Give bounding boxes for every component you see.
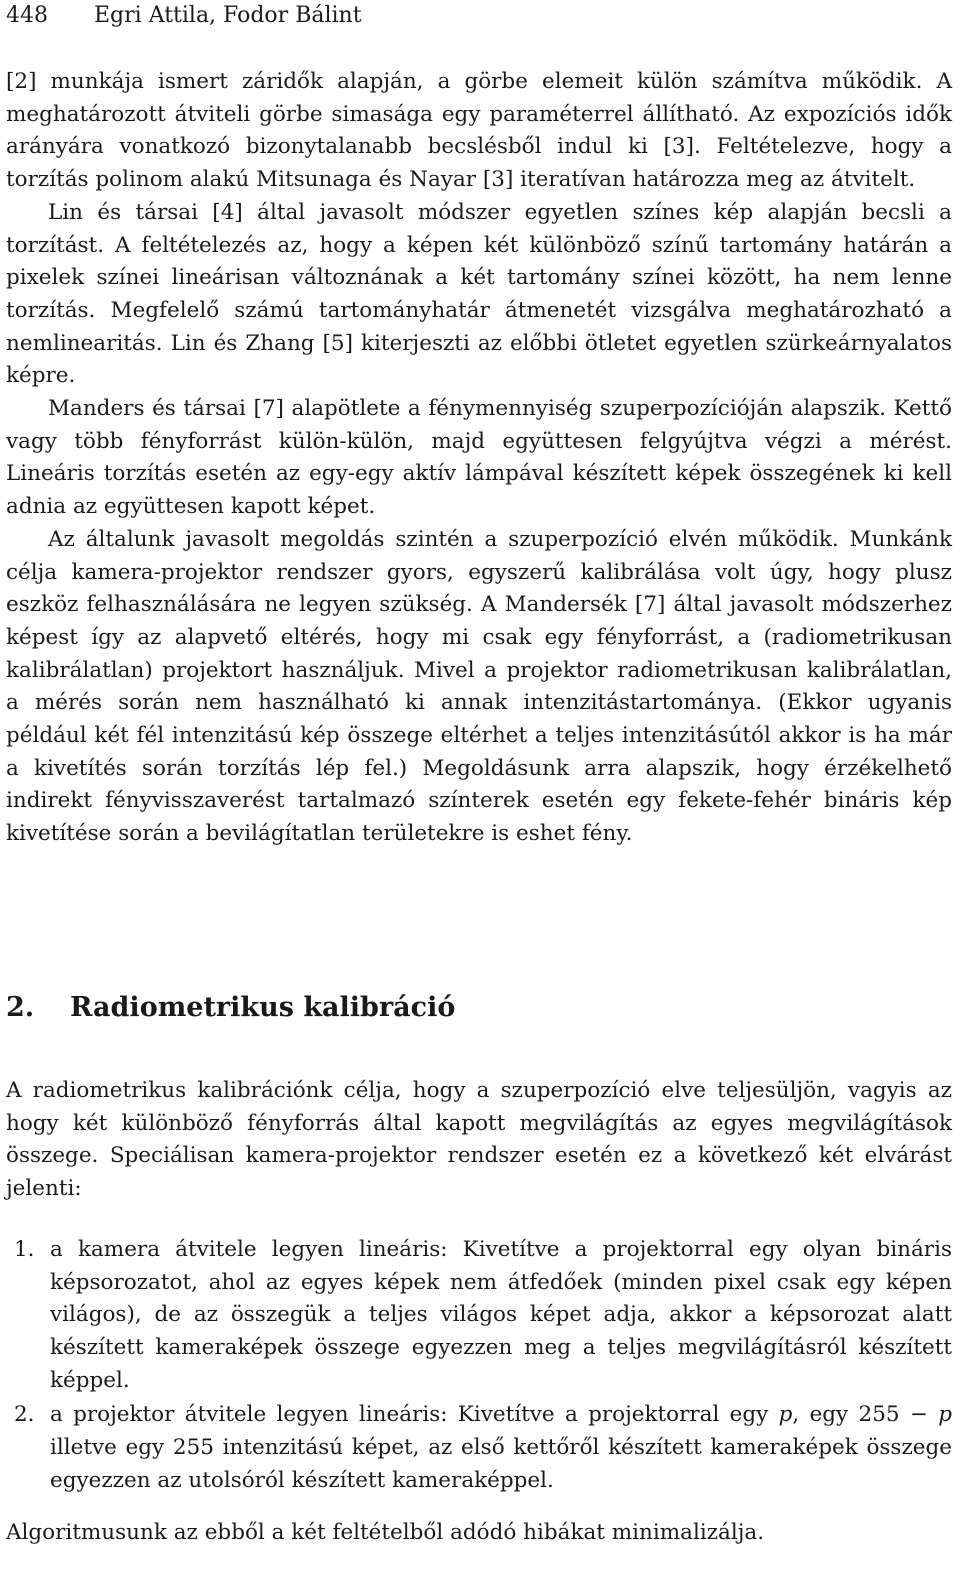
section-title: Radiometrikus kalibráció	[70, 992, 456, 1023]
list-marker: 2.	[14, 1402, 35, 1428]
body-text	[6, 66, 952, 851]
list-item	[6, 1234, 952, 1398]
authors: Egri Attila, Fodor Bálint	[94, 3, 362, 28]
math-var-p: p	[938, 1402, 952, 1428]
list-marker: 1.	[14, 1236, 35, 1262]
list-item	[6, 1399, 952, 1497]
math-var-p: p	[778, 1402, 793, 1428]
running-head	[6, 2, 362, 30]
list-item-text-a: a projektor átvitele legyen lineáris: Kivetítve a projektorral egy	[50, 1402, 779, 1428]
requirements-list	[6, 1234, 952, 1498]
paragraph-2: Lin és társai [4] által javasolt módszer egyetlen színes kép alapján becsli a torzítást. A feltételezés az, hogy a képen két különböző színű tartomány határán a pixelek színei lineárisan változnának a két tartomány színei között, ha nem lenne torzítás. Megfelelő számú tartományhatár átmenetét vizsgálva meghatározható a nemlinearitás. Lin és Zhang [5] kiterjeszti az előbbi ötletet egyetlen szürkeárnyalatos képre.	[6, 199, 952, 389]
section-intro: A radiometrikus kalibrációnk célja, hogy a szuperpozíció elve teljesüljön, vagyis az hogy két különböző fényforrás által kapott megvilágítás az egyes megvilágítások összege. Speciálisan kamera-projektor rendszer esetén ez a következő két elvárást jelenti:	[6, 1078, 952, 1202]
section-heading	[6, 988, 455, 1028]
list-item-text-c: illetve egy 255 intenzitású képet, az első kettőről készített kameraképek összege egyezzen az utolsóról készített kameraképpel.	[50, 1435, 952, 1493]
paragraph-3: Manders és társai [7] alapötlete a fénymennyiség szuperpozícióján alapszik. Kettő vagy több fényforrást külön-külön, majd együttesen felgyújtva végzi a mérést. Lineáris torzítás esetén az egy-egy aktív lámpával készített képek összegének ki kell adnia az együttesen kapott képet.	[6, 396, 952, 520]
list-item-text-b: , egy 255 −	[792, 1402, 939, 1428]
section-body	[6, 1075, 952, 1550]
list-item-text: a kamera átvitele legyen lineáris: Kivetítve a projektorral egy olyan bináris képsorozatot, ahol az egyes képek nem átfedőek (minden pixel csak egy képen világos), de az összegük a teljes világos képet adja, akkor a képsorozat alatt készített kameraképek összege egyezzen meg a teljes megvilágításról készített képpel.	[50, 1236, 952, 1393]
section-number: 2.	[6, 992, 35, 1023]
page-number: 448	[6, 3, 48, 28]
paragraph-1: [2] munkája ismert záridők alapján, a görbe elemeit külön számítva működik. A meghatározott átviteli görbe simasága egy paraméterrel állítható. Az expozíciós idők arányára vonatkozó bizonytalanabb becslésből indul ki [3]. Feltételezve, hogy a torzítás polinom alakú Mitsunaga és Nayar [3] iteratívan határozza meg az átvitelt.	[6, 69, 952, 193]
paragraph-4: Az általunk javasolt megoldás szintén a szuperpozíció elvén működik. Munkánk célja kamera-projektor rendszer gyors, egyszerű kalibrálása volt úgy, hogy plusz eszköz felhasználására ne legyen szükség. A Mandersék [7] által javasolt módszerhez képest így az alapvető eltérés, hogy mi csak egy fényforrást, a (radiometrikusan kalibrálatlan) projektort használjuk. Mivel a projektor radiometrikusan kalibrálatlan, a mérés során nem használható ki annak intenzitástartománya. (Ekkor ugyanis például két fél intenzitású kép összege eltérhet a teljes intenzitásútól akkor is ha már a kivetítés során torzítás lép fel.) Megoldásunk arra alapszik, hogy érzékelhető indirekt fényvisszaverést tartalmazó színterek esetén egy fekete-fehér bináris kép kivetítése során a bevilágítatlan területekre is eshet fény.	[6, 526, 952, 847]
closing-sentence: Algoritmusunk az ebből a két feltételből adódó hibákat minimalizálja.	[6, 1520, 765, 1546]
